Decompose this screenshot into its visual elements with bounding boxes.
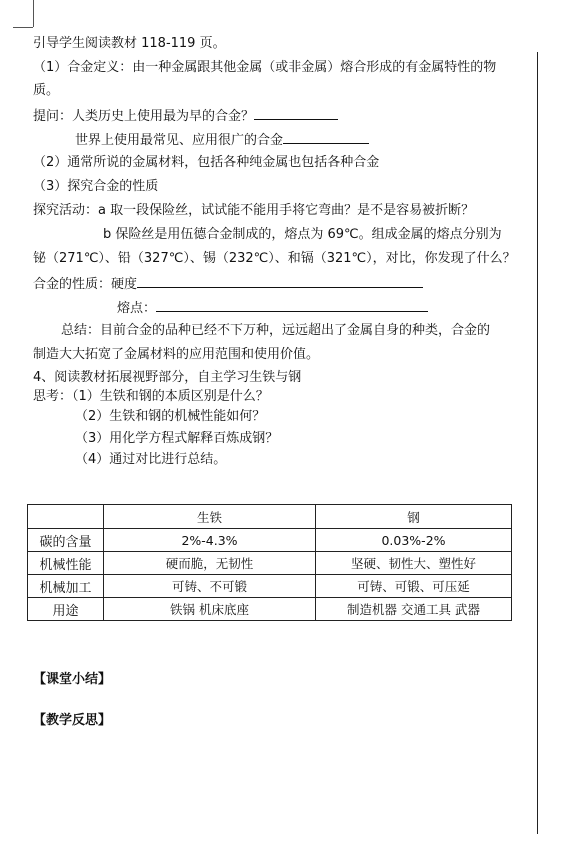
answer-blank[interactable] — [137, 274, 423, 288]
think-question-4: （4）通过对比进行总结。 — [75, 452, 227, 467]
property-melting-label: 熔点： — [117, 301, 157, 316]
question-earliest-alloy — [33, 106, 338, 126]
table-cell: 2%-4.3% — [104, 529, 316, 552]
table-header-cell — [28, 505, 104, 529]
property-melting-point — [117, 298, 428, 318]
answer-blank[interactable] — [156, 298, 428, 312]
class-summary-heading: 【课堂小结】 — [33, 672, 112, 687]
iron-steel-comparison-table — [27, 504, 512, 621]
table-row — [28, 552, 512, 575]
property-hardness — [33, 274, 423, 294]
table-header-cell: 生铁 — [104, 505, 316, 529]
think-question-1: 思考：（1）生铁和钢的本质区别是什么？ — [33, 389, 269, 404]
table-row-label: 机械加工 — [28, 575, 104, 598]
alloy-definition-line-1: （1）合金定义：由一种金属跟其他金属（或非金属）熔合形成的有金属特性的物 — [33, 60, 497, 75]
question-common-alloy-text: 世界上使用最常见、应用很广的合金 — [75, 133, 284, 148]
section-4-text: 4、阅读教材拓展视野部分，自主学习生铁与钢 — [33, 370, 302, 385]
table-row — [28, 575, 512, 598]
point-3-text: （3）探究合金的性质 — [33, 179, 159, 194]
activity-b-text: b 保险丝是用伍德合金制成的，熔点为 69℃。组成金属的熔点分别为 — [103, 227, 502, 242]
point-2-text: （2）通常所说的金属材料，包括各种纯金属也包括各种合金 — [33, 155, 380, 170]
property-hardness-label: 合金的性质：硬度 — [33, 277, 138, 292]
alloy-definition-line-2: 质。 — [33, 83, 60, 98]
table-cell: 硬而脆，无韧性 — [104, 552, 316, 575]
intro-text: 引导学生阅读教材 118-119 页。 — [33, 36, 226, 51]
question-earliest-alloy-text: 提问：人类历史上使用最为早的合金？ — [33, 109, 255, 124]
crop-mark-vertical — [33, 0, 34, 27]
answer-blank[interactable] — [254, 106, 338, 120]
table-header-row — [28, 505, 512, 529]
summary-line-2: 制造大大拓宽了金属材料的应用范围和使用价值。 — [33, 347, 320, 362]
table-row-label: 机械性能 — [28, 552, 104, 575]
margin-rule — [537, 52, 538, 834]
table-cell: 可铸、可锻、可压延 — [316, 575, 512, 598]
question-common-alloy — [75, 130, 369, 150]
table-cell: 铁锅 机床底座 — [104, 598, 316, 621]
table-cell: 坚硬、韧性大、塑性好 — [316, 552, 512, 575]
table-row — [28, 598, 512, 621]
table-cell: 0.03%-2% — [316, 529, 512, 552]
teaching-reflection-heading: 【教学反思】 — [33, 713, 112, 728]
summary-line-1: 总结：目前合金的品种已经不下万种，远远超出了金属自身的种类，合金的 — [61, 323, 491, 338]
table-cell: 制造机器 交通工具 武器 — [316, 598, 512, 621]
think-question-2: （2）生铁和钢的机械性能如何？ — [75, 409, 266, 424]
activity-b-line-2: 铋（271℃）、铅（327℃）、锡（232℃）、和镉（321℃），对比，你发现了什么？ — [33, 251, 516, 266]
table-header-cell: 钢 — [316, 505, 512, 529]
activity-a-text: 探究活动：a 取一段保险丝，试试能不能用手将它弯曲？是不是容易被折断？ — [33, 203, 475, 218]
table-row-label: 用途 — [28, 598, 104, 621]
table-cell: 可铸、不可锻 — [104, 575, 316, 598]
answer-blank[interactable] — [283, 130, 369, 144]
think-question-3: （3）用化学方程式解释百炼成钢？ — [75, 431, 279, 446]
crop-mark-horizontal — [13, 27, 33, 28]
table-row-label: 碳的含量 — [28, 529, 104, 552]
table-row — [28, 529, 512, 552]
